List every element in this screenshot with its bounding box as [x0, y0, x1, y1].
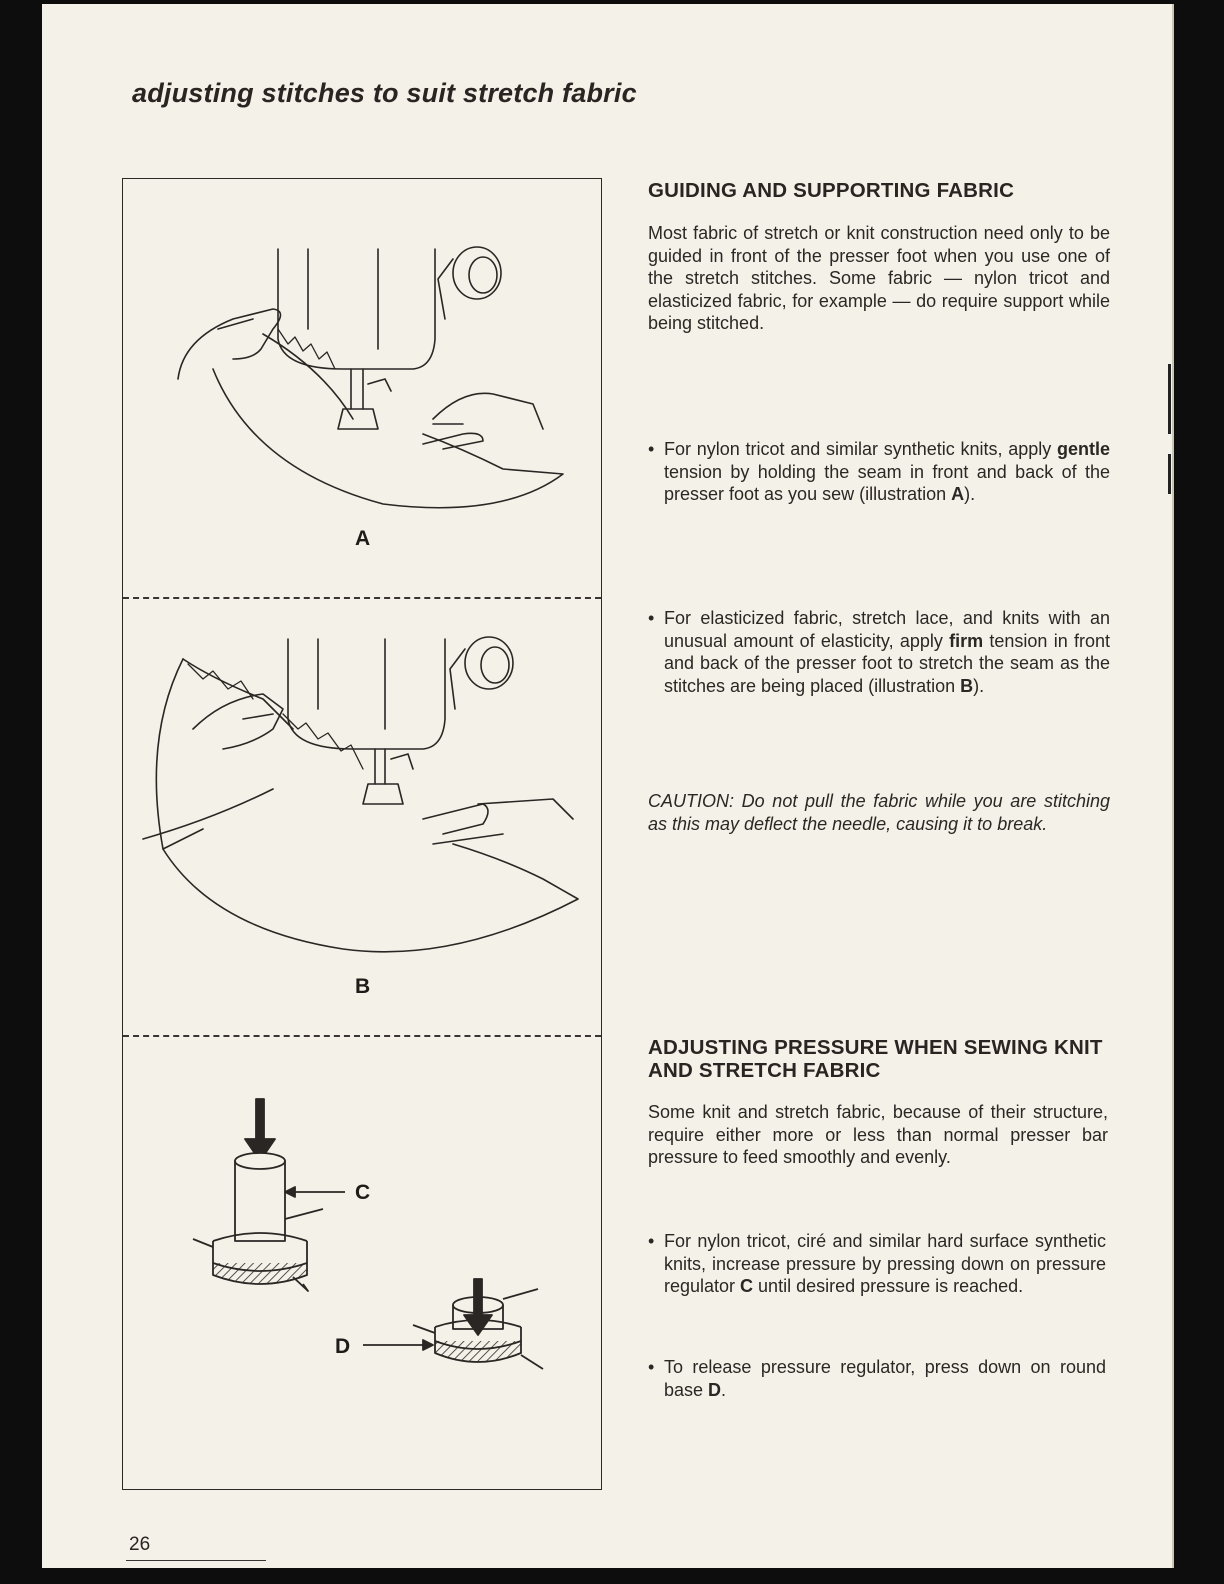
bullet-dot: •: [648, 1231, 655, 1251]
guiding-section: [648, 179, 1110, 202]
illustration-b-label: B: [355, 975, 371, 998]
bullet-dot: •: [648, 1357, 655, 1377]
bullet-dot: •: [648, 608, 655, 628]
guiding-bullet-1-block: [648, 438, 1110, 506]
divider-a-b: [123, 597, 601, 599]
guiding-bullet-2-block: [648, 607, 1110, 697]
pressure-bullet-2: • To release pressure regulator, press down on round base D.: [648, 1357, 1106, 1400]
illustration-a: [123, 219, 601, 529]
guiding-bullet-1: • For nylon tricot and similar synthetic knits, apply gentle tension by holding the seam in front and back of the presser foot as you sew (illustration A).: [648, 439, 1110, 505]
pressure-bullet-1-block: [648, 1230, 1106, 1298]
guiding-intro-block: [648, 222, 1110, 335]
page-title: adjusting stitches to suit stretch fabric: [132, 78, 637, 108]
divider-b-c: [123, 1035, 601, 1037]
pressure-intro-block: [648, 1101, 1108, 1169]
pressure-section: [648, 1036, 1108, 1082]
caution-note: CAUTION: Do not pull the fabric while you are stitching as this may deflect the needle, causing it to break.: [648, 791, 1110, 834]
regulator-d-label: D: [335, 1335, 351, 1358]
caution-block: [648, 790, 1110, 835]
guiding-intro: Most fabric of stretch or knit construction need only to be guided in front of the presser foot when you use one of the stretch stitches. Some fabric — nylon tricot and elasticized fabric, for example — do require support while being stitched.: [648, 223, 1110, 334]
footer-rule: [126, 1560, 266, 1561]
regulator-c-label: C: [355, 1181, 371, 1204]
pressure-regulator-diagram: [123, 1079, 601, 1459]
page-number: 26: [129, 1534, 151, 1555]
manual-page: [42, 4, 1174, 1568]
illustration-panel: [122, 178, 602, 1490]
illustration-b: [123, 619, 601, 979]
pressure-intro: Some knit and stretch fabric, because of their structure, require either more or less than normal presser bar pressure to feed smoothly and evenly.: [648, 1102, 1108, 1168]
pressure-heading: ADJUSTING PRESSURE WHEN SEWING KNIT AND STRETCH FABRIC: [648, 1036, 1103, 1082]
bullet-dot: •: [648, 439, 655, 459]
scan-edge-mark: [1168, 454, 1171, 494]
pressure-bullet-2-block: [648, 1356, 1106, 1401]
illustration-a-label: A: [355, 527, 371, 550]
guiding-bullet-2: • For elasticized fabric, stretch lace, and knits with an unusual amount of elasticity, apply firm tension in front and back of the presser foot to stretch the seam as the stitches are being placed (illustration B).: [648, 608, 1110, 696]
guiding-heading: GUIDING AND SUPPORTING FABRIC: [648, 179, 1015, 202]
pressure-bullet-1: • For nylon tricot, ciré and similar hard surface synthetic knits, increase pressure by pressing down on pressure regulator C until desired pressure is reached.: [648, 1231, 1106, 1297]
scan-edge-mark: [1168, 364, 1171, 434]
